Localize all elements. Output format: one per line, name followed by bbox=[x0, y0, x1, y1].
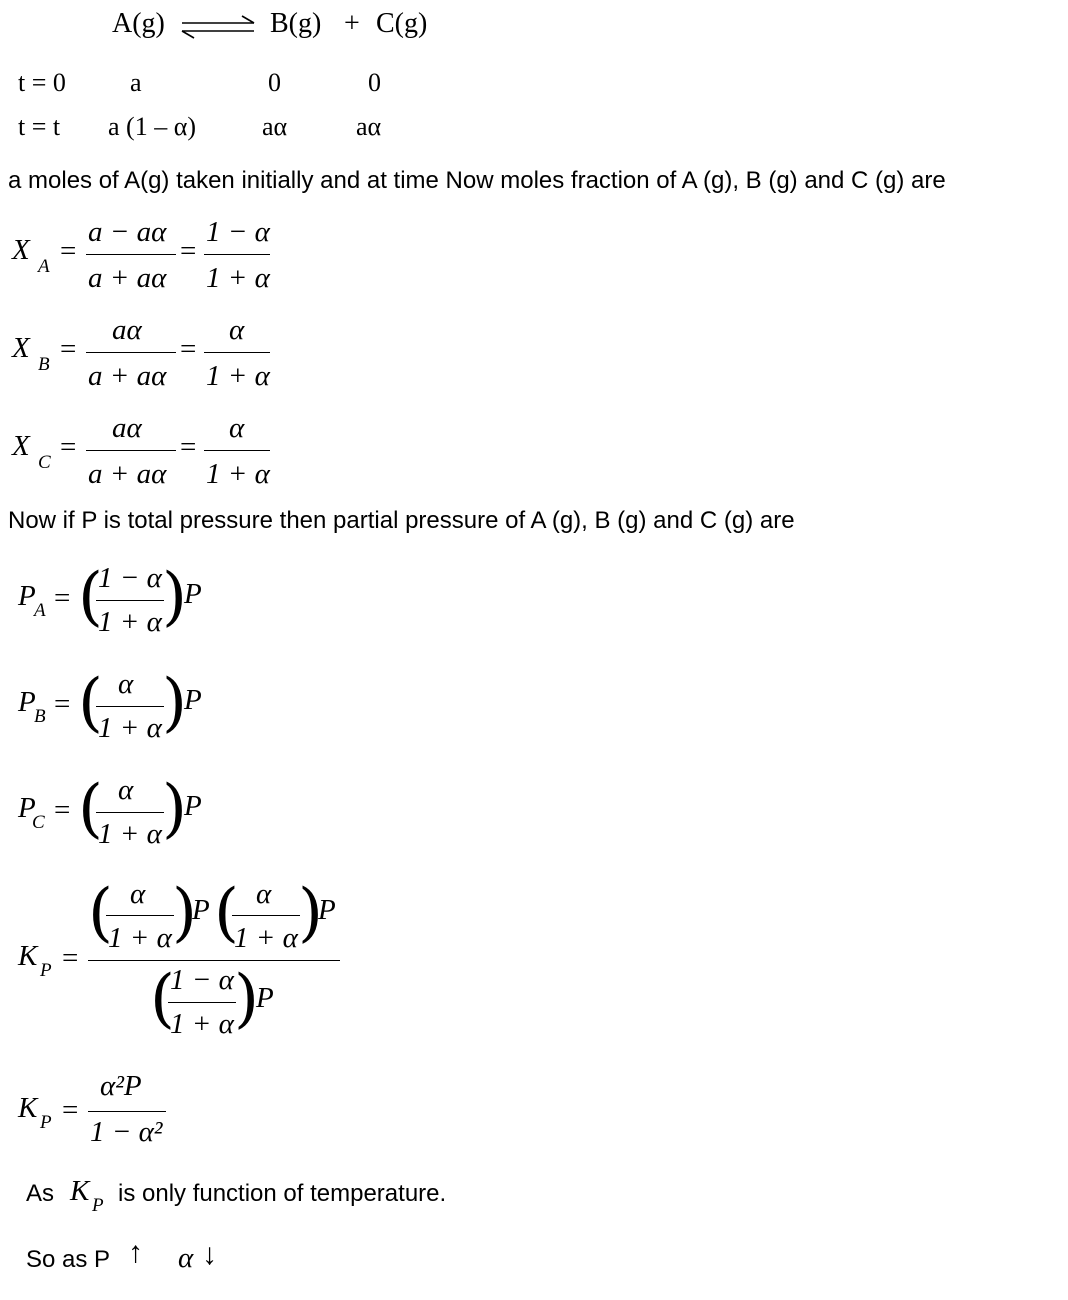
pc-den: 1 + α bbox=[98, 818, 162, 850]
xa-den1: a + aα bbox=[88, 262, 167, 294]
kp2-den: 1 − α² bbox=[90, 1116, 163, 1148]
kp1-n2-den: 1 + α bbox=[234, 922, 298, 954]
pa-equals: = bbox=[54, 582, 71, 614]
xc-den2: 1 + α bbox=[206, 458, 270, 490]
product-c: C(g) bbox=[376, 8, 428, 39]
xb-bar1 bbox=[86, 352, 176, 353]
kp1-n1-den: 1 + α bbox=[108, 922, 172, 954]
row0-label: t = 0 bbox=[18, 68, 66, 97]
kp1-n2-left-paren: ( bbox=[214, 876, 239, 950]
equilibrium-arrow-icon bbox=[180, 14, 258, 40]
xa-equals: = bbox=[60, 235, 77, 267]
xb-equals: = bbox=[60, 333, 77, 365]
conclusion-text: is only function of temperature. bbox=[118, 1180, 447, 1207]
kp1-d-p: P bbox=[256, 982, 274, 1014]
pb-equals: = bbox=[54, 688, 71, 720]
xa-num2: 1 − α bbox=[206, 216, 270, 248]
pb-right-paren: ) bbox=[162, 666, 187, 740]
xb-symbol: X bbox=[12, 332, 30, 364]
pa-den: 1 + α bbox=[98, 606, 162, 638]
pb-num: α bbox=[118, 668, 134, 700]
xc-equals: = bbox=[60, 431, 77, 463]
xc-bar1 bbox=[86, 450, 176, 451]
xa-bar2 bbox=[204, 254, 270, 255]
kp1-n2-right-paren: ) bbox=[298, 876, 323, 950]
pa-symbol: P bbox=[18, 580, 36, 612]
row1-label: t = t bbox=[18, 112, 61, 141]
kp1-main-bar bbox=[88, 960, 340, 961]
up-arrow-icon: ↑ bbox=[128, 1236, 143, 1269]
row1-b: aα bbox=[262, 112, 288, 141]
pb-left-paren: ( bbox=[78, 666, 103, 740]
pa-subscript: A bbox=[34, 600, 46, 621]
row0-c: 0 bbox=[368, 68, 381, 97]
down-arrow-icon: ↓ bbox=[202, 1238, 217, 1271]
xc-bar2 bbox=[204, 450, 270, 451]
pc-bar bbox=[96, 812, 164, 813]
row0-a: a bbox=[130, 68, 142, 97]
pc-symbol: P bbox=[18, 792, 36, 824]
xc-num1: aα bbox=[112, 412, 142, 444]
xc-equals2: = bbox=[180, 431, 197, 463]
pb-symbol: P bbox=[18, 686, 36, 718]
conclusion-kp-symbol: K bbox=[70, 1175, 90, 1207]
reactant-a: A(g) bbox=[112, 8, 165, 39]
xc-num2: α bbox=[229, 412, 245, 444]
conclusion-so-as-p: So as P bbox=[26, 1246, 111, 1273]
xc-subscript: C bbox=[38, 452, 51, 473]
xb-den2: 1 + α bbox=[206, 360, 270, 392]
kp1-n2-num: α bbox=[256, 878, 272, 910]
pressure-intro-text: Now if P is total pressure then partial pressure of A (g), B (g) and C (g) are bbox=[8, 507, 795, 534]
xc-den1: a + aα bbox=[88, 458, 167, 490]
xb-subscript: B bbox=[38, 354, 50, 375]
xa-den2: 1 + α bbox=[206, 262, 270, 294]
conclusion-alpha: α bbox=[178, 1242, 194, 1274]
kp1-n2-p: P bbox=[318, 894, 336, 926]
pc-factor: P bbox=[184, 790, 202, 822]
xa-num1: a − aα bbox=[88, 216, 167, 248]
xb-bar2 bbox=[204, 352, 270, 353]
pa-bar bbox=[96, 600, 164, 601]
kp1-d-num: 1 − α bbox=[170, 964, 234, 996]
pb-subscript: B bbox=[34, 706, 46, 727]
xa-subscript: A bbox=[38, 256, 50, 277]
conclusion-as: As bbox=[26, 1180, 55, 1207]
pb-den: 1 + α bbox=[98, 712, 162, 744]
row1-a: a (1 – α) bbox=[108, 112, 196, 141]
kp1-d-den: 1 + α bbox=[170, 1008, 234, 1040]
plus-sign: + bbox=[344, 8, 360, 39]
kp1-n1-p: P bbox=[192, 894, 210, 926]
pa-right-paren: ) bbox=[162, 560, 187, 634]
kp2-bar bbox=[88, 1111, 166, 1112]
pa-factor: P bbox=[184, 578, 202, 610]
kp1-subscript: P bbox=[40, 960, 52, 981]
xb-den1: a + aα bbox=[88, 360, 167, 392]
row0-b: 0 bbox=[268, 68, 281, 97]
pc-left-paren: ( bbox=[78, 772, 103, 846]
kp1-n1-num: α bbox=[130, 878, 146, 910]
pc-equals: = bbox=[54, 794, 71, 826]
xb-equals2: = bbox=[180, 333, 197, 365]
pc-num: α bbox=[118, 774, 134, 806]
conclusion-kp-subscript: P bbox=[92, 1195, 104, 1216]
xa-symbol: X bbox=[12, 234, 30, 266]
kp1-n1-left-paren: ( bbox=[88, 876, 113, 950]
kp1-d-right-paren: ) bbox=[234, 962, 259, 1036]
pb-factor: P bbox=[184, 684, 202, 716]
product-b: B(g) bbox=[270, 8, 322, 39]
kp1-d-bar bbox=[168, 1002, 236, 1003]
xa-bar1 bbox=[86, 254, 176, 255]
pc-right-paren: ) bbox=[162, 772, 187, 846]
intro-text: a moles of A(g) taken initially and at time Now moles fraction of A (g), B (g) and C (g) are bbox=[8, 167, 946, 194]
kp1-n2-bar bbox=[232, 915, 300, 916]
row1-c: aα bbox=[356, 112, 382, 141]
kp1-symbol: K bbox=[18, 940, 38, 972]
pa-left-paren: ( bbox=[78, 560, 103, 634]
kp1-n1-bar bbox=[106, 915, 174, 916]
xb-num2: α bbox=[229, 314, 245, 346]
kp1-equals: = bbox=[62, 942, 79, 974]
kp1-d-left-paren: ( bbox=[150, 962, 175, 1036]
xc-symbol: X bbox=[12, 430, 30, 462]
kp2-equals: = bbox=[62, 1094, 79, 1126]
pc-subscript: C bbox=[32, 812, 45, 833]
kp2-subscript: P bbox=[40, 1112, 52, 1133]
pa-num: 1 − α bbox=[98, 562, 162, 594]
xa-equals2: = bbox=[180, 235, 197, 267]
xb-num1: aα bbox=[112, 314, 142, 346]
kp1-n1-right-paren: ) bbox=[172, 876, 197, 950]
pb-bar bbox=[96, 706, 164, 707]
kp2-symbol: K bbox=[18, 1092, 38, 1124]
kp2-num: α²P bbox=[100, 1070, 142, 1102]
